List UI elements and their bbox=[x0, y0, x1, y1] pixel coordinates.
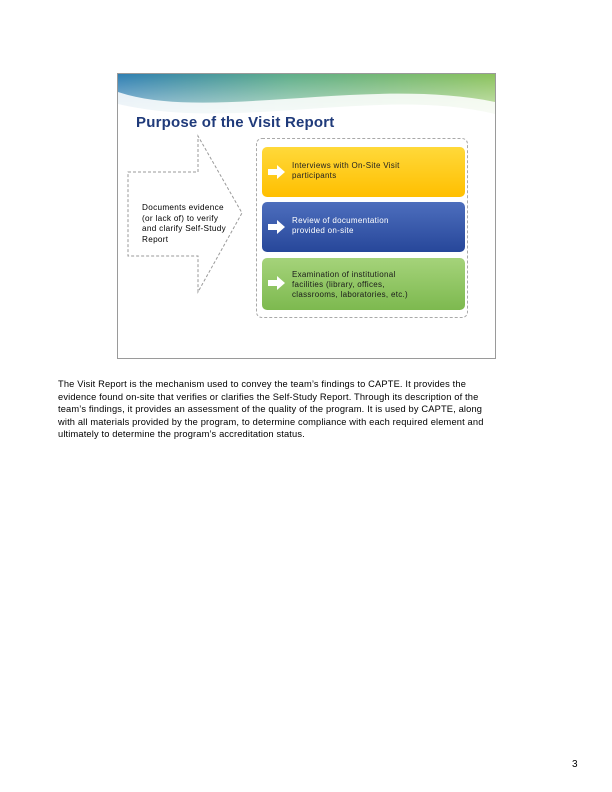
documentation-box bbox=[262, 202, 465, 252]
arrow-text-line: Report bbox=[142, 234, 169, 244]
arrow-text-line: (or lack of) to verify bbox=[142, 213, 219, 223]
arrow-text-line: and clarify Self-Study bbox=[142, 224, 226, 233]
slide-title: Purpose of the Visit Report bbox=[136, 114, 335, 131]
interviews-box bbox=[262, 147, 465, 197]
arrow-text-line: Documents evidence bbox=[142, 203, 224, 212]
notes-line: evidence found on-site that verifies or clarifies the Self-Study Report. Through its description of the bbox=[58, 391, 479, 402]
notes-line: The Visit Report is the mechanism used to convey the team’s findings to CAPTE. It provides the bbox=[58, 379, 467, 389]
box-text-line: provided on-site bbox=[292, 226, 354, 235]
box-text-line: Review of documentation bbox=[292, 216, 389, 225]
notes-paragraph bbox=[58, 378, 538, 441]
arrow-text bbox=[142, 203, 240, 245]
right-arrow-icon bbox=[268, 219, 286, 235]
page-number: 3 bbox=[572, 759, 578, 770]
facilities-box bbox=[262, 258, 465, 310]
box-text-line: facilities (library, offices, bbox=[292, 280, 385, 289]
right-arrow-icon bbox=[268, 275, 286, 291]
right-arrow-icon bbox=[268, 164, 286, 180]
notes-line: with all materials provided by the program, to determine compliance with each required element and bbox=[58, 416, 484, 427]
box-text-line: Examination of institutional bbox=[292, 270, 396, 279]
notes-line: team’s findings, it provides an assessment of the quality of the program. It is used by CAPTE, along bbox=[58, 404, 483, 415]
slide-thumbnail bbox=[117, 73, 496, 359]
box-text-line: participants bbox=[292, 171, 337, 180]
box-text-line: Interviews with On-Site Visit bbox=[292, 161, 400, 170]
notes-line: ultimately to determine the program’s accreditation status. bbox=[58, 429, 305, 440]
box-text-line: classrooms, laboratories, etc.) bbox=[292, 290, 409, 299]
